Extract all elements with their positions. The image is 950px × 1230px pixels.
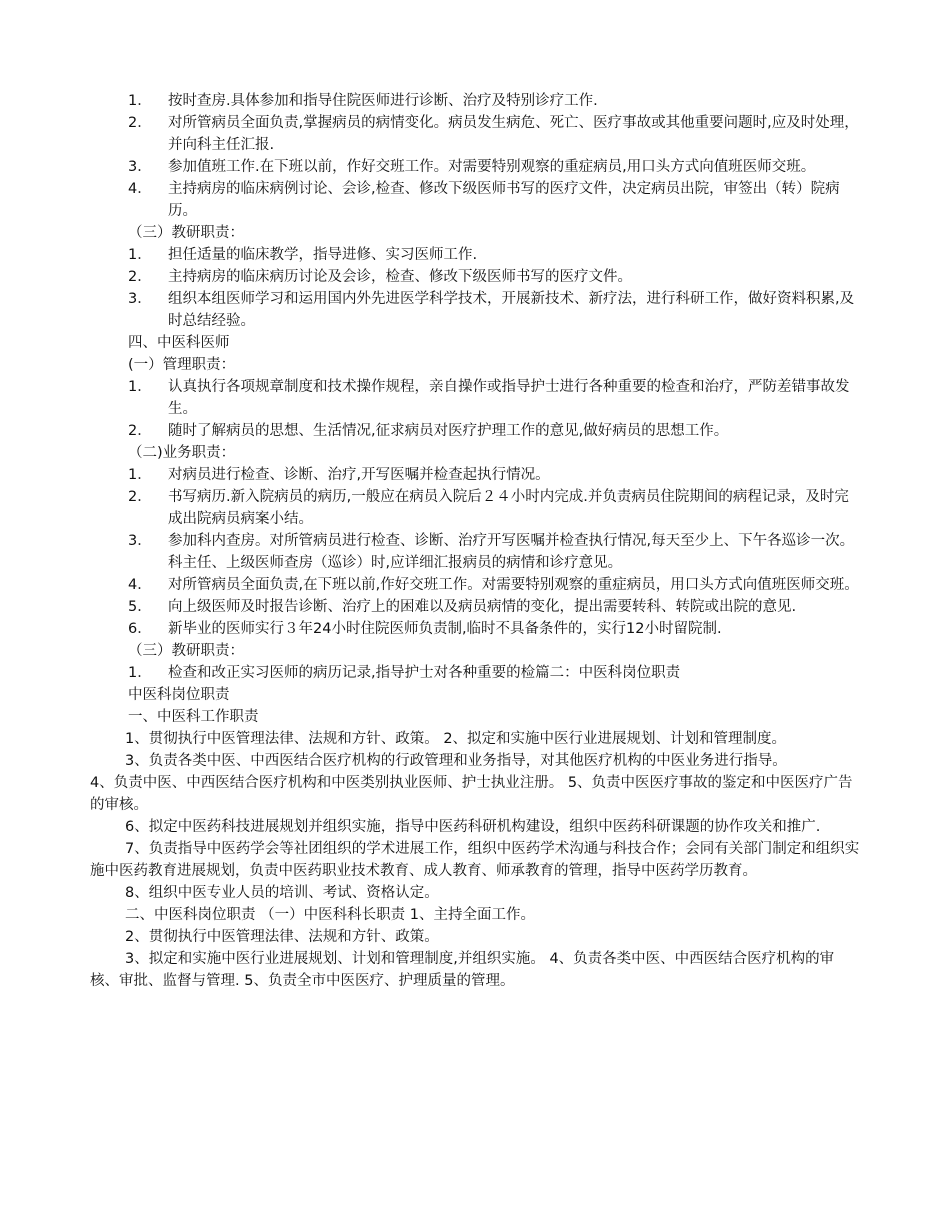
paragraph: 4、负责中医、中西医结合医疗机构和中医类别执业医师、护士执业注册。 5、负责中医医疗事故的鉴定和中医医疗广告的审核。 (90, 775, 853, 813)
list-item (90, 464, 860, 486)
list-item (90, 178, 860, 222)
list-item-number: 1． (128, 379, 152, 395)
section-heading: （三）教研职责： (128, 643, 244, 659)
list-item-text: 对所管病员全面负责,掌握病员的病情变化。病员发生病危、死亡、医疗事故或其他重要问题时,应及时处理，并向科主任汇报. (168, 115, 859, 153)
paragraph: 3、拟定和实施中医行业进展规划、计划和管理制度,并组织实施。 4、负责各类中医、中西医结合医疗机构的审核、审批、监督与管理. 5、负责全市中医医疗、护理质量的管理。 (90, 951, 835, 989)
list-item-number: 3． (128, 533, 152, 549)
list-item-number: 5． (128, 599, 152, 615)
list-item (90, 530, 860, 574)
list-item-number: 1． (128, 665, 152, 681)
list-item-number: 4． (128, 577, 152, 593)
list-item-number: 2． (128, 269, 152, 285)
list-item-text: 对病员进行检查、诊断、治疗,开写医嘱并检查起执行情况。 (168, 467, 550, 483)
list-item (90, 90, 860, 112)
list-item-text: 主持病房的临床病例讨论、会诊,检查、修改下级医师书写的医疗文件，决定病员出院，审签出（转）院病历。 (168, 181, 840, 219)
list-item (90, 244, 860, 266)
list-item (90, 618, 860, 640)
section-heading: （三）教研职责： (128, 225, 244, 241)
list-item-number: 1． (128, 467, 152, 483)
list-item (90, 574, 860, 596)
list-item (90, 112, 860, 156)
list-item-text: 对所管病员全面负责,在下班以前,作好交班工作。对需要特别观察的重症病员，用口头方式向值班医师交班。 (168, 577, 859, 593)
list-item-text: 书写病历.新入院病员的病历,一般应在病员入院后２４小时内完成.并负责病员住院期间的病程记录，及时完成出院病员病案小结。 (168, 489, 849, 527)
list-item (90, 420, 860, 442)
list-item (90, 486, 860, 530)
paragraph: 6、拟定中医药科技进展规划并组织实施，指导中医药科研机构建设，组织中医药科研课题的协作攻关和推广. (125, 819, 821, 835)
paragraph: 1、贯彻执行中医管理法律、法规和方针、政策。 2、拟定和实施中医行业进展规划、计划和管理制度。 (125, 731, 787, 747)
list-item-text: 参加科内查房。对所管病员进行检查、诊断、治疗开写医嘱并检查执行情况,每天至少上、下午各巡诊一次。科主任、上级医师查房（巡诊）时,应详细汇报病员的病情和诊疗意见。 (168, 533, 855, 571)
list-item-text: 担任适量的临床教学，指导进修、实习医师工作. (168, 247, 478, 263)
list-item-text: 认真执行各项规章制度和技术操作规程，亲自操作或指导护士进行各种重要的检查和治疗，严防差错事故发生。 (168, 379, 850, 417)
list-item (90, 288, 860, 332)
paragraph: 3、负责各类中医、中西医结合医疗机构的行政管理和业务指导，对其他医疗机构的中医业务进行指导。 (125, 753, 787, 769)
paragraph: 2、贯彻执行中医管理法律、法规和方针、政策。 (125, 929, 439, 945)
list-item-text: 新毕业的医师实行３年24小时住院医师负责制,临时不具备条件的，实行12小时留院制. (168, 621, 722, 637)
list-item (90, 596, 860, 618)
section-heading: (一）管理职责： (128, 357, 236, 373)
paragraph: 8、组织中医专业人员的培训、考试、资格认定。 (125, 885, 439, 901)
list-item-text: 向上级医师及时报告诊断、治疗上的困难以及病员病情的变化，提出需要转科、转院或出院的意见. (168, 599, 797, 615)
section-heading: （二)业务职责： (128, 445, 236, 461)
list-item-number: 2． (128, 115, 152, 131)
list-item-number: 3． (128, 159, 152, 175)
section-heading: 中医科岗位职责 (128, 687, 230, 703)
paragraph: 7、负责指导中医药学会等社团组织的学术进展工作，组织中医药学术沟通与科技合作；会同有关部门制定和组织实施中医药教育进展规划，负责中医药职业技术教育、成人教育、师承教育的管理，指导中医药学历教育。 (90, 841, 860, 879)
list-item-text: 按时查房.具体参加和指导住院医师进行诊断、治疗及特别诊疗工作. (168, 93, 598, 109)
list-item (90, 376, 860, 420)
list-item-text: 随时了解病员的思想、生活情况,征求病员对医疗护理工作的意见,做好病员的思想工作。 (168, 423, 729, 439)
list-item-number: 2． (128, 489, 152, 505)
list-item-number: 3． (128, 291, 152, 307)
list-item-number: 4． (128, 181, 152, 197)
list-item-number: 1． (128, 247, 152, 263)
list-item-text: 检查和改正实习医师的病历记录,指导护士对各种重要的检篇二：中医科岗位职责 (168, 665, 681, 681)
paragraph: 二、中医科岗位职责 （一）中医科科长职责 1、主持全面工作。 (125, 907, 535, 923)
list-item-number: 2． (128, 423, 152, 439)
list-item-text: 组织本组医师学习和运用国内外先进医学科学技术，开展新技术、新疗法，进行科研工作，做好资料积累,及时总结经验。 (168, 291, 855, 329)
list-item-number: 1． (128, 93, 152, 109)
list-item-number: 6． (128, 621, 152, 637)
section-heading: 四、中医科医师 (128, 335, 230, 351)
list-item (90, 156, 860, 178)
list-item (90, 662, 860, 684)
list-item-text: 主持病房的临床病历讨论及会诊，检查、修改下级医师书写的医疗文件。 (168, 269, 632, 285)
list-item (90, 266, 860, 288)
list-item-text: 参加值班工作.在下班以前，作好交班工作。对需要特别观察的重症病员,用口头方式向值班医师交班。 (168, 159, 816, 175)
section-heading: 一、中医科工作职责 (128, 709, 259, 725)
